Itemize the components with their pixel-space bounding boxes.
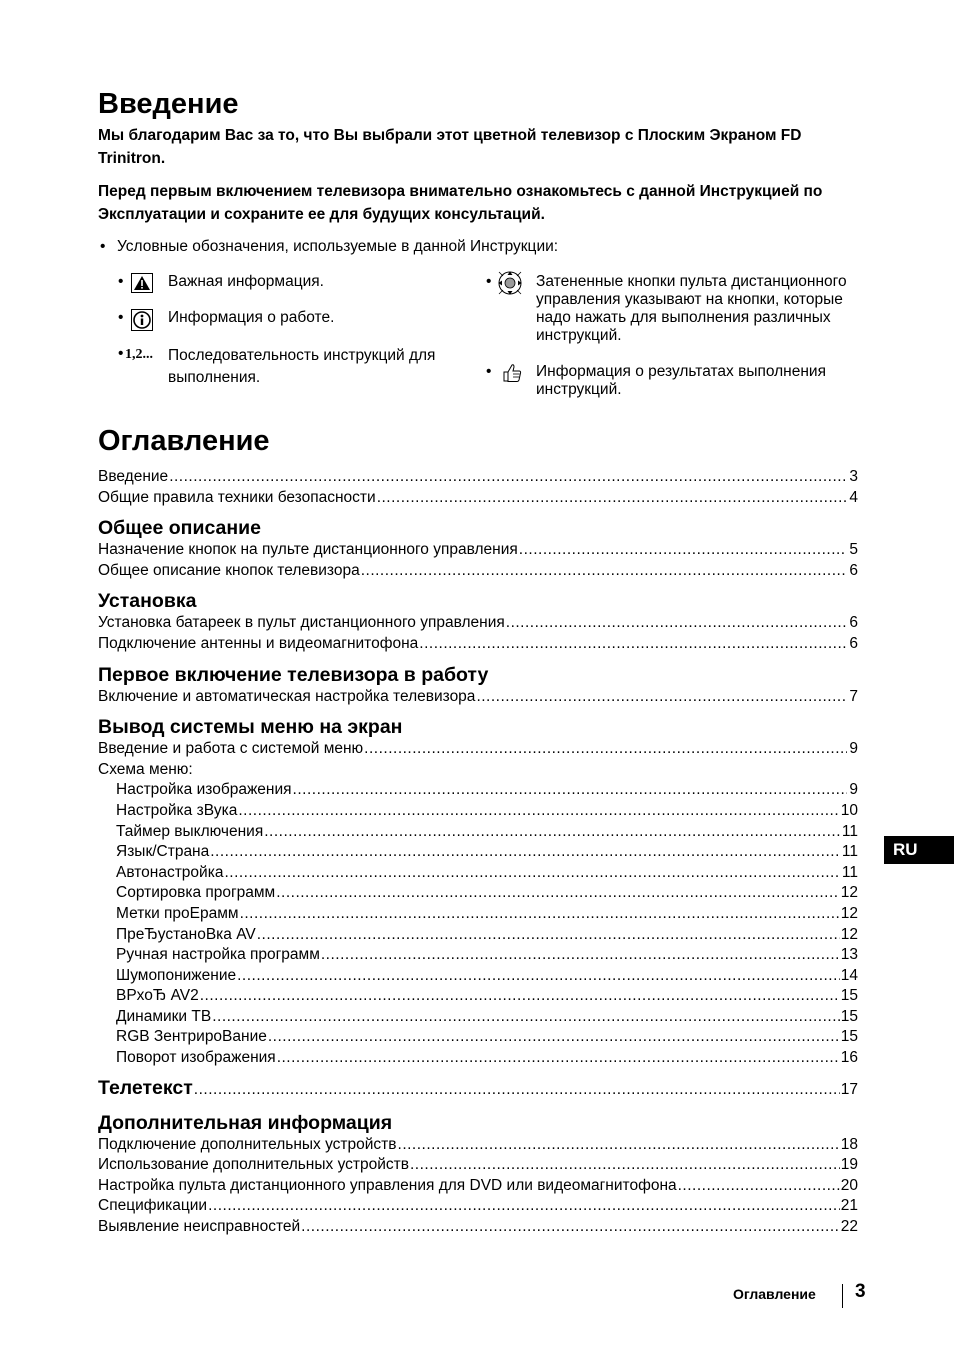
thumbs-up-icon xyxy=(501,362,523,384)
toc-row[interactable]: Введение ..... 3 xyxy=(98,467,858,488)
toc-title: Оглавление xyxy=(98,425,270,457)
toc-section-teletext[interactable]: Телетекст ..... 17 xyxy=(98,1073,858,1103)
toc-section-heading: Общее описание xyxy=(98,517,261,540)
toc-row[interactable]: Общие правила техники безопасности ..... 4 xyxy=(98,488,858,509)
remote-buttons-icon xyxy=(496,270,524,296)
toc-row[interactable]: Общее описание кнопок телевизора ..... 6 xyxy=(98,561,858,582)
toc-section-heading: Установка xyxy=(98,590,197,613)
legend: • Важная информация. • Информация о работе. • 1,2... Последовательность инструкций для выполнения. • Затененные кнопки пульта дистанционного управления указывают на кнопки, которые надо нажать для выполнения различных инструкций. • Информация о результатах выполнения инструкций. xyxy=(98,269,858,417)
warning-icon xyxy=(131,273,153,293)
toc-row[interactable]: Включение и автоматическая настройка телевизора ..... 7 xyxy=(98,687,858,708)
toc-row[interactable]: Выявление неисправностей ..... 22 xyxy=(98,1217,858,1238)
toc-row[interactable]: Подключение антенны и видеомагнитофона ..... 6 xyxy=(98,634,858,655)
toc-subrow[interactable]: Сортировка программ ..... 12 xyxy=(98,883,858,904)
legend-warning-text: Важная информация. xyxy=(168,273,324,290)
toc-row[interactable]: Введение и работа с системой меню ..... 9 xyxy=(98,739,858,760)
toc-row[interactable]: Подключение дополнительных устройств ..... 18 xyxy=(98,1135,858,1156)
legend-info-text: Информация о работе. xyxy=(168,309,335,326)
toc-row[interactable]: Установка батареек в пульт дистанционного управления ..... 6 xyxy=(98,613,858,634)
language-tab: RU xyxy=(884,836,954,864)
sequence-symbol: 1,2... xyxy=(125,347,153,362)
intro-title: Введение xyxy=(98,88,239,120)
table-of-contents xyxy=(98,467,858,1238)
toc-row[interactable]: Назначение кнопок на пульте дистанционного управления ..... 5 xyxy=(98,540,858,561)
toc-section-heading: Дополнительная информация xyxy=(98,1111,393,1134)
legend-remote-text: Затененные кнопки пульта дистанционного управления указывают на кнопки, которые надо нажать для выполнения различных инструкций. xyxy=(536,273,847,344)
legend-intro: • Условные обозначения, используемые в данной Инструкции: xyxy=(98,237,858,257)
toc-subrow[interactable]: Динамики ТВ ..... 15 xyxy=(98,1007,858,1028)
toc-subrow[interactable]: ВРхоЂ AV2 ..... 15 xyxy=(98,986,858,1007)
footer-divider xyxy=(842,1284,843,1308)
info-icon xyxy=(131,309,153,331)
toc-row[interactable]: Использование дополнительных устройств ..... 19 xyxy=(98,1155,858,1176)
toc-subrow[interactable]: Метки проЕрамм ..... 12 xyxy=(98,904,858,925)
toc-subrow[interactable]: Язык/Страна ..... 11 xyxy=(98,842,858,863)
legend-sequence-text: Последовательность инструкций для выполнения. xyxy=(168,347,436,386)
toc-subrow[interactable]: Ручная настройка программ ..... 13 xyxy=(98,945,858,966)
toc-section-heading: Первое включение телевизора в работу xyxy=(98,663,489,686)
toc-subrow[interactable]: Автонастройка ..... 11 xyxy=(98,863,858,884)
toc-subrow[interactable]: Настройка изображения ..... 9 xyxy=(98,780,858,801)
toc-subrow[interactable]: Шумопонижение ..... 14 xyxy=(98,966,858,987)
toc-subrow[interactable]: Таймер выключения ..... 11 xyxy=(98,822,858,843)
toc-subrow[interactable]: Поворот изображения ..... 16 xyxy=(98,1048,858,1069)
intro-lead-read: Перед первым включением телевизора внимательно ознакомьтесь с данной Инструкцией по Эксплуатации и сохраните ее для будущих консультаций. xyxy=(98,183,823,223)
toc-row[interactable]: Настройка пульта дистанционного управления для DVD или видеомагнитофона ..... 20 xyxy=(98,1176,858,1197)
toc-subrow[interactable]: ПреЂустаноВка AV ..... 12 xyxy=(98,925,858,946)
toc-scheme-label: Схема меню: xyxy=(98,760,193,778)
page-number: 3 xyxy=(855,1281,866,1302)
footer-section-label: Оглавление xyxy=(733,1286,816,1302)
page-content xyxy=(98,84,858,1238)
toc-row[interactable]: Спецификации ..... 21 xyxy=(98,1196,858,1217)
toc-section-heading: Вывод системы меню на экран xyxy=(98,716,403,739)
toc-subrow[interactable]: Настройка зВука ..... 10 xyxy=(98,801,858,822)
legend-result-text: Информация о результатах выполнения инструкций. xyxy=(536,363,826,398)
intro-lead-thanks: Мы благодарим Вас за то, что Вы выбрали этот цветной телевизор с Плоским Экраном FD Trinitron. xyxy=(98,127,802,167)
toc-subrow[interactable]: RGB ЗентрироВание ..... 15 xyxy=(98,1027,858,1048)
